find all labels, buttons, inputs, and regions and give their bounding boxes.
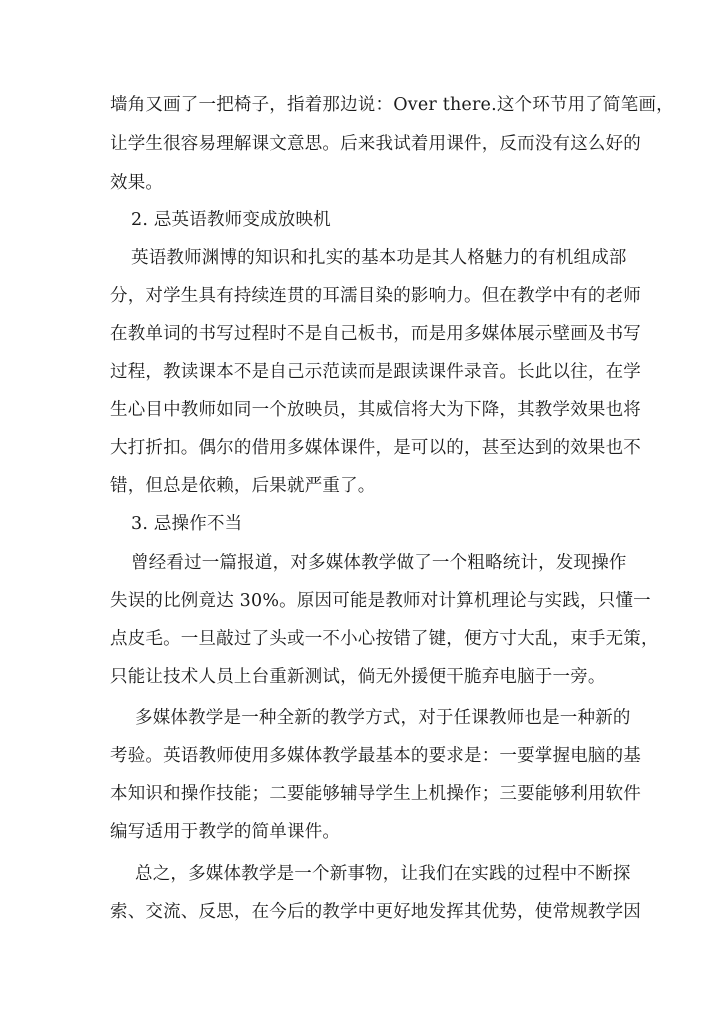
text-line: 英语教师渊博的知识和扎实的基本功是其人格魅力的有机组成部 xyxy=(131,248,627,268)
text-line: 让学生很容易理解课文意思。后来我试着用课件，反而没有这么好的 xyxy=(110,134,641,154)
text-line: 墙角又画了一把椅子，指着那边说：Over there.这个环节用了简笔画， xyxy=(110,95,674,115)
section-heading: 2. 忌英语教师变成放映机 xyxy=(131,210,331,230)
text-line: 本知识和操作技能；二要能够辅导学生上机操作；三要能够利用软件 xyxy=(110,784,641,804)
text-line: 生心目中教师如同一个放映员，其威信将大为下降，其教学效果也将 xyxy=(110,400,641,420)
text-line: 失误的比例竟达 30%。原因可能是教师对计算机理论与实践，只懂一 xyxy=(110,591,651,611)
text-line: 在教单词的书写过程时不是自己板书，而是用多媒体展示壁画及书写 xyxy=(110,324,641,344)
text-line: 曾经看过一篇报道，对多媒体教学做了一个粗略统计，发现操作 xyxy=(131,553,627,573)
text-line: 考验。英语教师使用多媒体教学最基本的要求是：一要掌握电脑的基 xyxy=(110,746,641,766)
text-line: 总之，多媒体教学是一个新事物，让我们在实践的过程中不断探 xyxy=(135,864,631,884)
text-line: 效果。 xyxy=(110,173,164,193)
text-line: 索、交流、反思，在今后的教学中更好地发挥其优势，使常规教学因 xyxy=(110,902,641,922)
text-line: 错，但总是依赖，后果就严重了。 xyxy=(110,476,376,496)
text-line: 多媒体教学是一种全新的教学方式，对于任课教师也是一种新的 xyxy=(135,708,631,728)
section-heading: 3. 忌操作不当 xyxy=(131,514,243,534)
text-line: 只能让技术人员上台重新测试，倘无外援便干脆弃电脑于一旁。 xyxy=(110,667,606,687)
text-line: 过程，教读课本不是自己示范读而是跟读课件录音。长此以往，在学 xyxy=(110,362,641,382)
text-line: 大打折扣。偶尔的借用多媒体课件，是可以的，甚至达到的效果也不 xyxy=(110,438,641,458)
text-line: 点皮毛。一旦敲过了头或一不小心按错了键，便方寸大乱，束手无策， xyxy=(110,629,659,649)
text-line: 编写适用于教学的简单课件。 xyxy=(110,822,341,842)
text-line: 分，对学生具有持续连贯的耳濡目染的影响力。但在教学中有的老师 xyxy=(110,286,641,306)
